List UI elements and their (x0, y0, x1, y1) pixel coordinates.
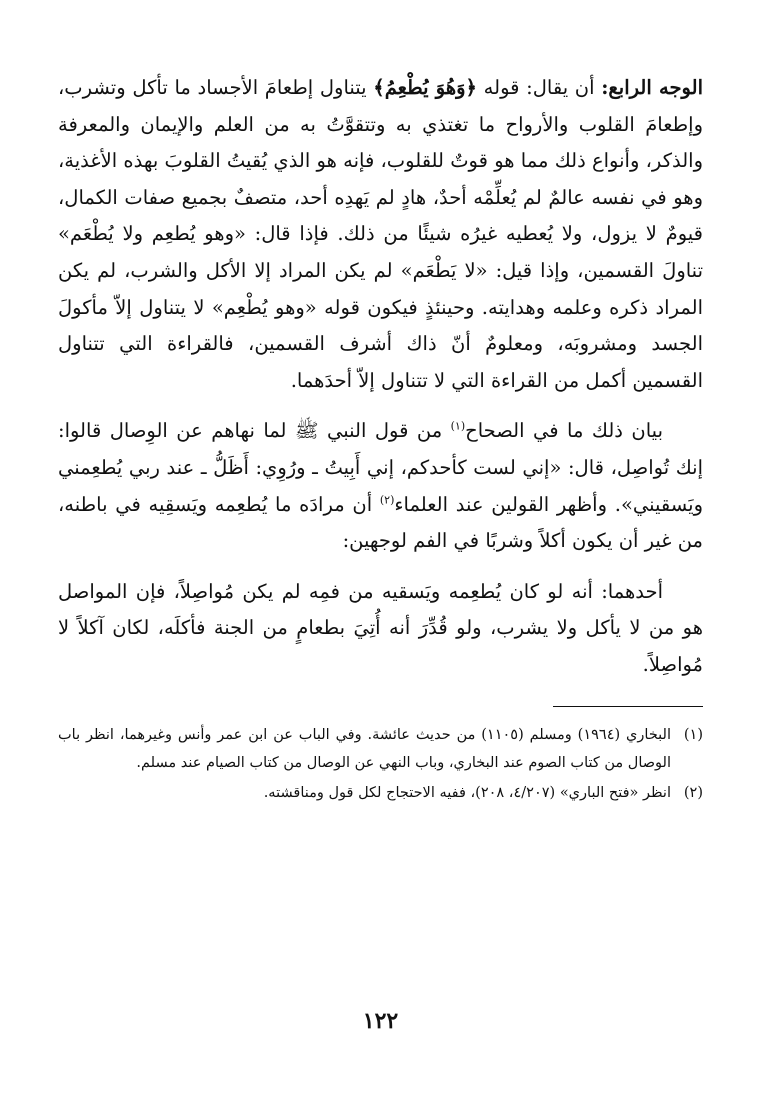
paragraph-text: بيان ذلك ما في الصحاح (465, 419, 663, 443)
page-number: ١٢٢ (362, 1008, 399, 1034)
paragraph-text: أن يقال: قوله (476, 76, 602, 99)
quran-quote: ﴿وَهُوَ يُطْعِمُ﴾ (373, 76, 477, 99)
paragraph-text: يتناول إطعامَ الأجساد ما تأكل وتشرب، وإطعامَ القلوب والأرواح ما تغتذي به وتتقوَّتُ به من العلم والإيمان والمعرفة والذكر، وأنواع ذلك مما هو قوتٌ للقلوب، فإنه هو الذي يُقيتُ القلوبَ بهذه الأغذية، وهو في نفسه عالمٌ لم يُعلِّمْه أحدٌ، هادٍ لم يَهدِه أحد، متصفٌ بجميع صفات الكمال، قيومٌ لا يزول، ولا يُعطيه غيرُه شيئًا من ذلك. فإذا قال: «وهو يُطعِم ولا يُطْعَم» تناولَ القسمين، وإذا قيل: «لا يَطْعَم» لم يكن المراد إلا الأكل والشرب، لم يكن المراد ذكره وعلمه وهدايته. وحينئذٍ فيكون قوله «وهو يُطْعِم» لا يتناول إلاّ مأكولَ الجسد ومشروبَه، ومعلومٌ أنّ ذاك أشرف القسمين، فالقراءة التي تتناول القسمين أكمل من القراءة التي لا تتناول إلاّ أحدَهما. (58, 76, 703, 392)
book-page (58, 70, 703, 1113)
paragraph-text: أن مرادَه ما يُطعِمه ويَسقِيه في باطنه، من غير أن يكون أكلاً وشربًا في الفم لوجهين: (58, 492, 703, 553)
footnote-ref-2[interactable]: (٢) (379, 493, 395, 507)
paragraph-text: من قول النبي ﷺ لما نهاهم عن الوِصال قالوا: إنك تُواصِل، قال: «إني لست كأحدكم، إني أَبِيتُ ـ ورُوِي: أَظَلُّ ـ عند ربي يُطعِمني ويَسقيني». وأظهر القولين عند العلماء (58, 419, 703, 516)
main-text (58, 70, 703, 684)
paragraph-first-reason: أحدهما: أنه لو كان يُطعِمه ويَسقيه من فمِه لم يكن مُواصِلاً، فإن المواصل هو من لا يأكل ولا يشرب، ولو قُدِّرَ أنه أُتِيَ بطعامٍ من الجنة فأكلَه، لكان آكلاً لا مُواصِلاً. (58, 579, 703, 676)
paragraph-fourth-aspect (58, 70, 703, 399)
footnote-text: البخاري (١٩٦٤) ومسلم (١١٠٥) من حديث عائشة. وفي الباب عن ابن عمر وأنس وغيرهما، انظر باب الوصال من كتاب الصوم عند البخاري، وباب النهي عن الوصال من كتاب الصيام عند مسلم. (58, 726, 672, 771)
paragraph-explanation (58, 413, 703, 559)
footnotes (58, 721, 703, 807)
section-lead: الوجه الرابع: (601, 76, 703, 99)
footnote-1 (58, 721, 703, 777)
footnote-number: (١) (683, 726, 703, 743)
footnote-text: انظر «فتح الباري» (٤/٢٠٧، ٢٠٨)، ففيه الاحتجاج لكل قول ومناقشته. (263, 784, 671, 801)
footnote-2 (58, 779, 703, 807)
footnote-divider (553, 706, 703, 707)
footnote-number: (٢) (683, 784, 703, 801)
footnote-ref-1[interactable]: (١) (450, 419, 466, 433)
